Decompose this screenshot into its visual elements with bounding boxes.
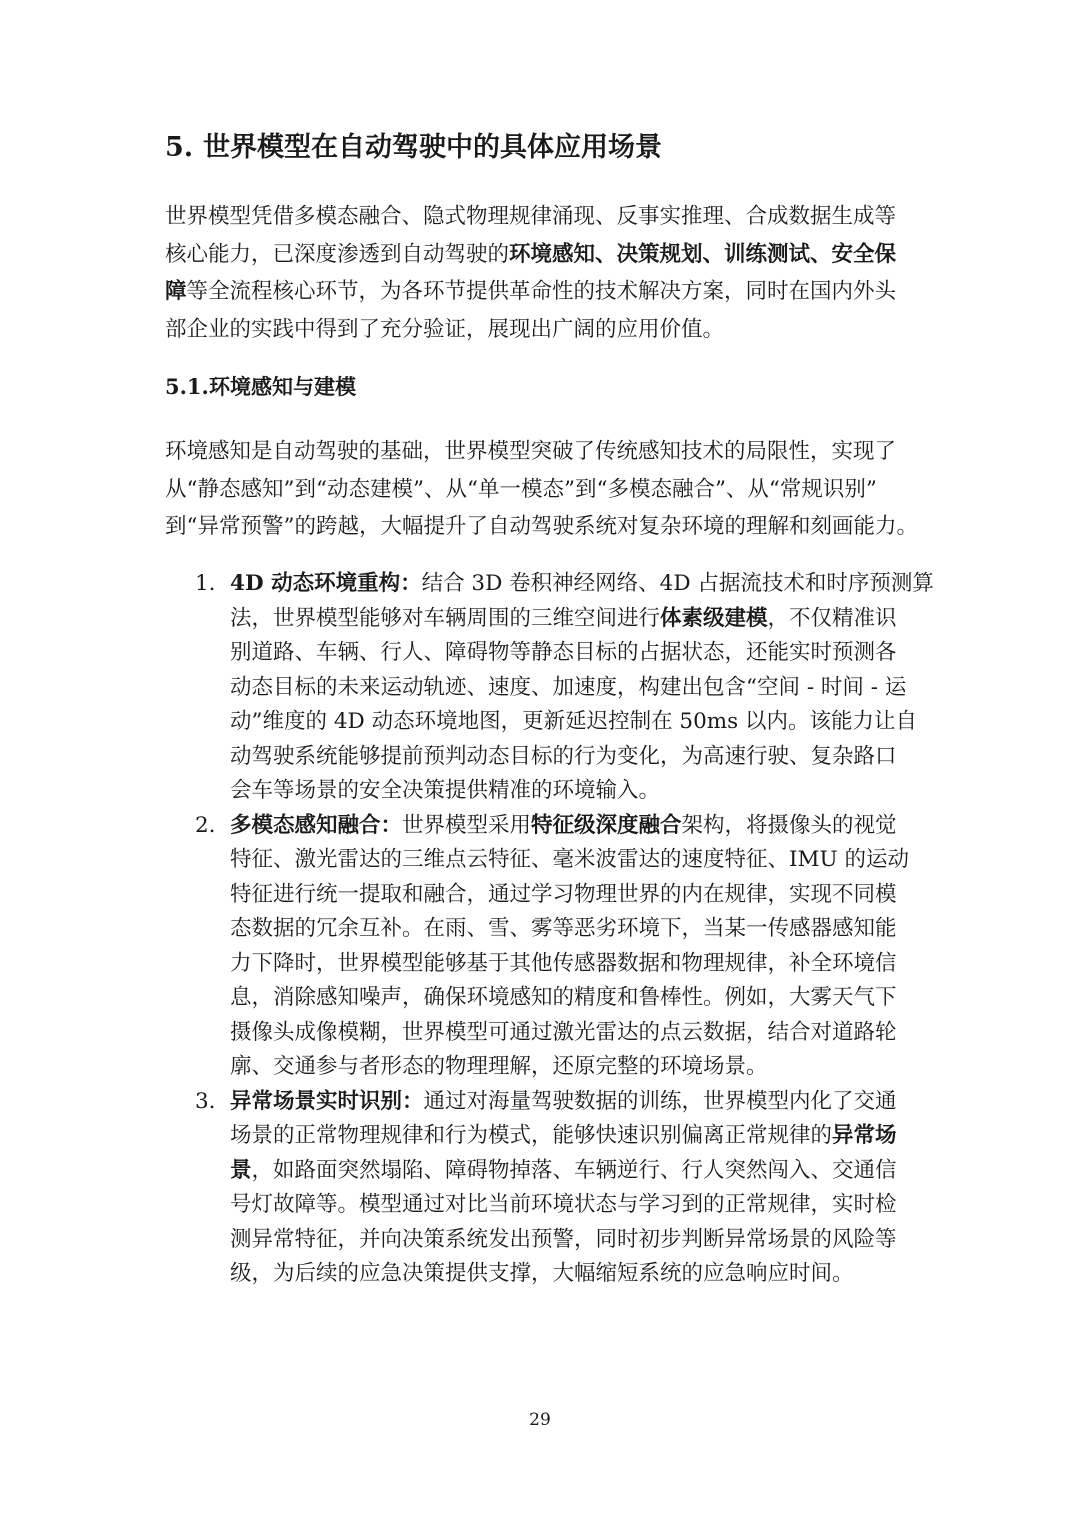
text-line [230, 1257, 925, 1292]
text-run: 环境感知是自动驾驶的基础，世界模型突破了传统感知技术的局限性，实现了 [165, 439, 897, 464]
emphasized-text: 特征级深度融合 [531, 812, 682, 838]
emphasized-text: 环境感知、决策规划、训练测试、安全保 [509, 241, 897, 267]
text-line [230, 947, 925, 982]
text-run: 力下降时，世界模型能够基于其他传感器数据和物理规律，补全环境信 [230, 950, 897, 976]
text-run: 态数据的冗余互补。在雨、雪、雾等恶劣环境下，当某一传感器感知能 [230, 916, 897, 941]
subsection-title: 环境感知与建模 [209, 374, 356, 399]
text-line [165, 236, 925, 274]
text-line [230, 809, 925, 844]
subsection-heading [165, 370, 356, 404]
numbered-list [195, 567, 934, 1292]
text-run: 场景的正常物理规律和行为模式，能够快速识别偏离正常规律的 [230, 1123, 833, 1148]
text-run: 架构，将摄像头的视觉 [681, 812, 897, 838]
text-run: 动”维度的 4D 动态环境地图，更新延迟控制在 50ms 以内。该能力让自 [230, 709, 918, 734]
text-line [165, 433, 925, 471]
text-run: 别道路、车辆、行人、障碍物等静态目标的占据状态，还能实时预测各 [230, 640, 897, 665]
text-line [230, 740, 925, 775]
text-run: 世界模型凭借多模态融合、隐式物理规律涌现、反事实推理、合成数据生成等 [165, 204, 897, 229]
text-run: 等全流程核心环节，为各环节提供革命性的技术解决方案，同时在国内外头 [186, 279, 897, 304]
text-line [230, 1154, 925, 1189]
list-marker: 1. [195, 571, 216, 596]
text-run: 动驾驶系统能够提前预判动态目标的行为变化，为高速行驶、复杂路口 [230, 743, 897, 769]
text-run: 结合 3D 卷积神经网络、4D 占据流技术和时序预测算 [421, 571, 934, 596]
section-title: 世界模型在自动驾驶中的具体应用场景 [203, 132, 662, 163]
text-line [230, 1188, 925, 1223]
emphasized-text: 景 [230, 1157, 252, 1183]
text-run: 会车等场景的安全决策提供精准的环境输入。 [230, 778, 661, 803]
text-line [230, 671, 925, 706]
list-marker: 3. [195, 1088, 216, 1114]
text-line [230, 602, 925, 637]
text-run: 廓、交通参与者形态的物理理解，还原完整的环境场景。 [230, 1054, 768, 1079]
emphasized-text: 多模态感知融合： [230, 812, 403, 838]
list-item-body [230, 567, 934, 809]
emphasized-text: 异常场 [832, 1123, 897, 1148]
text-line [230, 774, 925, 809]
subsection-number: 5.1. [165, 374, 209, 399]
text-line [230, 1223, 925, 1258]
intro-paragraph [165, 198, 925, 348]
text-run: 特征进行统一提取和融合，通过学习物理世界的内在规律，实现不同模 [230, 881, 897, 907]
text-line [230, 1085, 925, 1120]
emphasized-text: 体素级建模 [660, 605, 768, 631]
text-line [230, 981, 925, 1016]
text-run: 动态目标的未来运动轨迹、速度、加速度，构建出包含“空间 - 时间 - 运 [230, 674, 907, 700]
text-line [230, 1050, 925, 1085]
text-line [230, 705, 925, 740]
list-item-body [230, 809, 925, 1085]
text-run: 级，为后续的应急决策提供支撑，大幅缩短系统的应急响应时间。 [230, 1261, 854, 1286]
text-run: 摄像头成像模糊，世界模型可通过激光雷达的点云数据，结合对道路轮 [230, 1019, 897, 1045]
text-run: 从“静态感知”到“动态建模”、从“单一模态”到“多模态融合”、从“常规识别” [165, 476, 877, 502]
emphasized-text: 障 [165, 279, 187, 304]
text-run: 到“异常预警”的跨越，大幅提升了自动驾驶系统对复杂环境的理解和刻画能力。 [165, 514, 918, 539]
text-run: 核心能力，已深度渗透到自动驾驶的 [165, 241, 510, 267]
text-line [165, 311, 925, 349]
text-run: 世界模型采用 [402, 812, 532, 838]
emphasized-text: 4D 动态环境重构： [230, 571, 422, 596]
text-line [230, 1119, 925, 1154]
text-run: 法，世界模型能够对车辆周围的三维空间进行 [230, 605, 661, 631]
text-line [230, 1016, 925, 1051]
text-line [230, 912, 925, 947]
text-line [230, 843, 925, 878]
text-run: ，如路面突然塌陷、障碍物掉落、车辆逆行、行人突然闯入、交通信 [251, 1157, 897, 1183]
text-line [230, 567, 934, 602]
list-item [195, 809, 925, 1085]
text-run: 息，消除感知噪声，确保环境感知的精度和鲁棒性。例如，大雾天气下 [230, 985, 897, 1010]
text-run: 部企业的实践中得到了充分验证，展现出广阔的应用价值。 [165, 316, 725, 342]
text-run: 号灯故障等。模型通过对比当前环境状态与学习到的正常规律，实时检 [230, 1192, 897, 1217]
text-line [165, 471, 925, 509]
text-run: 通过对海量驾驶数据的训练，世界模型内化了交通 [423, 1088, 897, 1114]
page-number: 29 [529, 1410, 551, 1430]
text-line [165, 273, 925, 311]
text-line [230, 636, 925, 671]
emphasized-text: 异常场景实时识别： [230, 1088, 424, 1114]
list-marker: 2. [195, 812, 216, 838]
text-line [230, 878, 925, 913]
list-item [195, 1085, 925, 1292]
text-run: 测异常特征，并向决策系统发出预警，同时初步判断异常场景的风险等 [230, 1226, 897, 1252]
text-run: ，不仅精准识 [767, 605, 897, 631]
text-line [165, 198, 925, 236]
environment-paragraph [165, 433, 925, 546]
text-run: 特征、激光雷达的三维点云特征、毫米波雷达的速度特征、IMU 的运动 [230, 847, 909, 872]
list-item-body [230, 1085, 925, 1292]
list-item [195, 567, 934, 809]
section-heading [165, 128, 925, 168]
section-number: 5. [165, 132, 194, 163]
text-line [165, 508, 925, 546]
